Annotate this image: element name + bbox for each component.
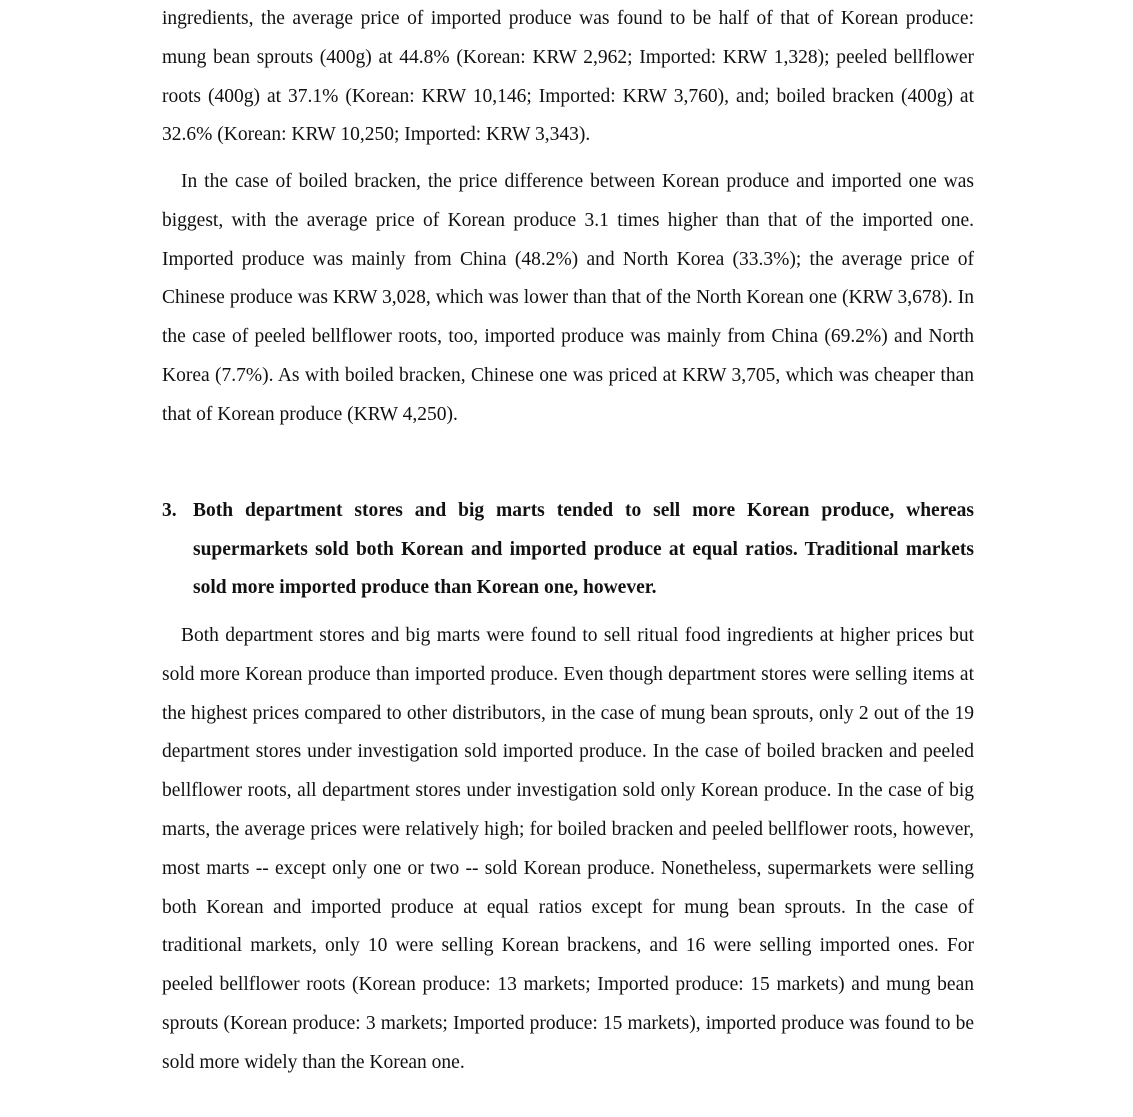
section-3-heading bbox=[162, 492, 974, 608]
paragraph-1: ingredients, the average price of imported produce was found to be half of that of Korean produce: mung bean sprouts (400g) at 44.8% (Korean: KRW 2,962; Imported: KRW 1,328); peeled bellflower roots (400g) at 37.1% (Korean: KRW 10,146; Imported: KRW 3,760), and; boiled bracken (400g) at 32.6% (Korean: KRW 10,250; Imported: KRW 3,343). bbox=[162, 8, 974, 146]
section-3-number: 3. bbox=[162, 500, 177, 521]
paragraph-2: In the case of boiled bracken, the price difference between Korean produce and imported one was biggest, with the average price of Korean produce 3.1 times higher than that of the imported one. Imported produce was mainly from China (48.2%) and North Korea (33.3%); the average price of Chinese produce was KRW 3,028, which was lower than that of the North Korean one (KRW 3,678). In the case of peeled bellflower roots, too, imported produce was mainly from China (69.2%) and North Korea (7.7%). As with boiled bracken, Chinese one was priced at KRW 3,705, which was cheaper than that of Korean produce (KRW 4,250). bbox=[162, 171, 974, 425]
paragraph-3: Both department stores and big marts were found to sell ritual food ingredients at higher prices but sold more Korean produce than imported produce. Even though department stores were selling items at the highest prices compared to other distributors, in the case of mung bean sprouts, only 2 out of the 19 department stores under investigation sold imported produce. In the case of boiled bracken and peeled bellflower roots, all department stores under investigation sold only Korean produce. In the case of big marts, the average prices were relatively high; for boiled bracken and peeled bellflower roots, however, most marts -- except only one or two -- sold Korean produce. Nonetheless, supermarkets were selling both Korean and imported produce at equal ratios except for mung bean sprouts. In the case of traditional markets, only 10 were selling Korean brackens, and 16 were selling imported ones. For peeled bellflower roots (Korean produce: 13 markets; Imported produce: 15 markets) and mung bean sprouts (Korean produce: 3 markets; Imported produce: 15 markets), imported produce was found to be sold more widely than the Korean one. bbox=[162, 625, 974, 1073]
section-3-heading-text: Both department stores and big marts tended to sell more Korean produce, whereas supermarkets sold both Korean and imported produce at equal ratios. Traditional markets sold more imported produce than Korean one, however. bbox=[193, 500, 974, 599]
